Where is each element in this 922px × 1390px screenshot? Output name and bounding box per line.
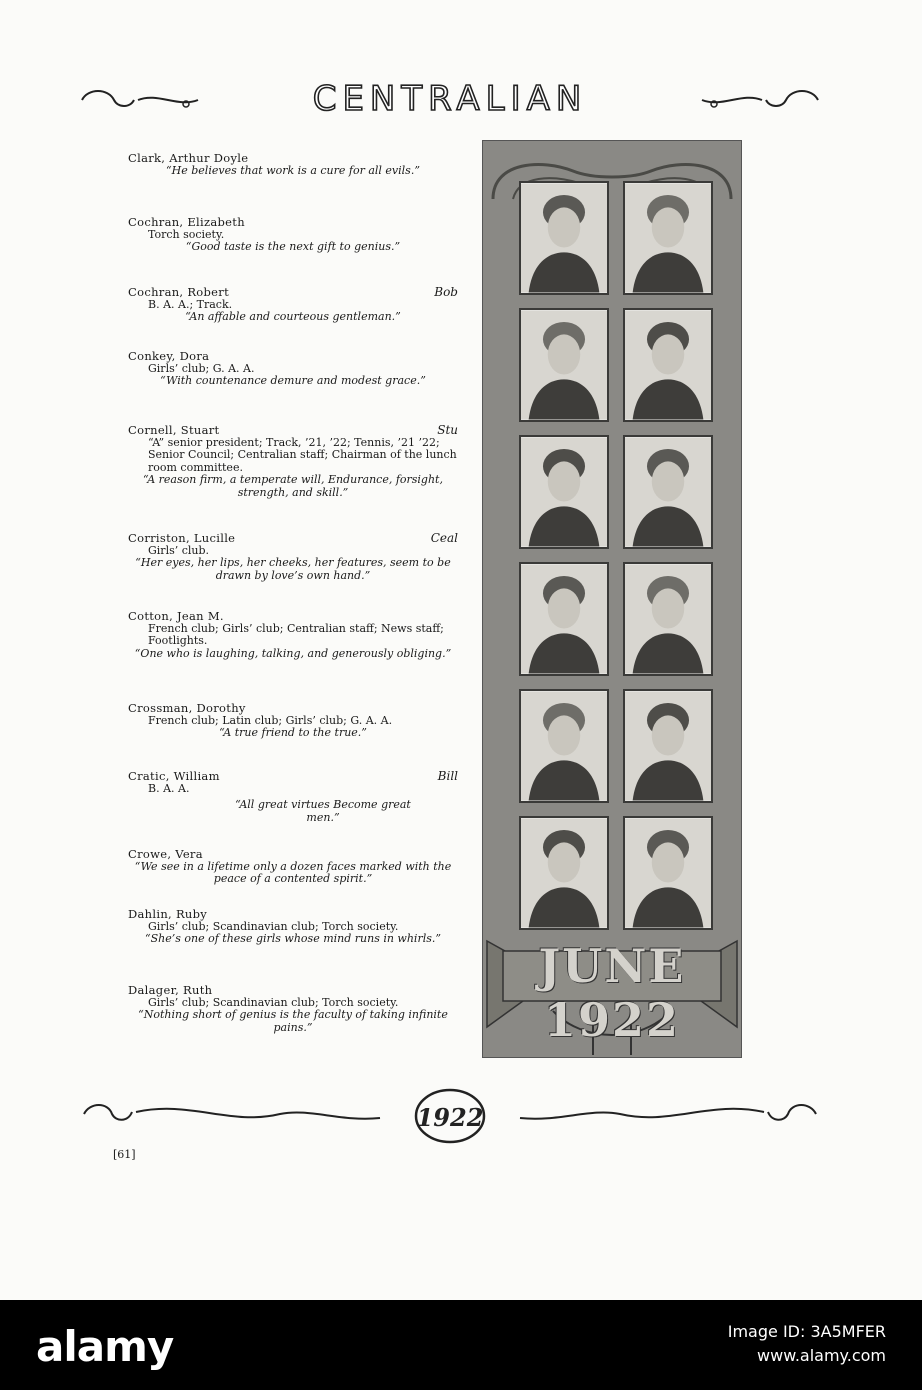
entry-quote: “Her eyes, her lips, her cheeks, her features, seem to be drawn by love’s own hand.” bbox=[135, 556, 451, 582]
entry-clubs: Girls’ club; Scandinavian club; Torch society. bbox=[148, 919, 399, 933]
entry-crowe bbox=[128, 848, 458, 908]
portrait-photo bbox=[623, 181, 713, 295]
entry-quote: “One who is laughing, talking, and generously obliging.” bbox=[134, 646, 452, 660]
page-number: [61] bbox=[113, 1148, 136, 1161]
footer-ornament bbox=[80, 1088, 820, 1148]
entry-quote: “A true friend to the true.” bbox=[219, 726, 367, 739]
entry-name: Cochran, Robert bbox=[128, 285, 230, 299]
portrait-photo bbox=[519, 181, 609, 295]
entry-quote: “An affable and courteous gentleman.” bbox=[185, 310, 401, 323]
entry-corriston bbox=[128, 532, 458, 610]
header-title: CENTRALIAN bbox=[312, 79, 588, 119]
watermark-bar bbox=[0, 1300, 922, 1390]
entry-conkey bbox=[128, 350, 458, 424]
entry-cochran-robert bbox=[128, 286, 458, 350]
portrait-panel bbox=[482, 140, 742, 1058]
entry-name: Cochran, Elizabeth bbox=[128, 215, 245, 229]
entry-name: Cratic, William bbox=[128, 769, 220, 783]
site-url: www.alamy.com bbox=[757, 1346, 886, 1365]
portrait-photo bbox=[519, 435, 609, 549]
entry-name: Clark, Arthur Doyle bbox=[128, 151, 249, 165]
entry-quote: “Good taste is the next gift to genius.” bbox=[185, 240, 401, 253]
entry-dalager bbox=[128, 984, 458, 1048]
header-ornament bbox=[78, 78, 822, 120]
entry-dahlin bbox=[128, 908, 458, 984]
entry-name: Cornell, Stuart bbox=[128, 423, 220, 437]
portrait-photo bbox=[623, 689, 713, 803]
entry-quote: “She’s one of these girls whose mind runs in whirls.” bbox=[144, 932, 441, 945]
entry-name: Cotton, Jean M. bbox=[128, 609, 224, 623]
entry-clubs: B. A. A. bbox=[148, 781, 190, 795]
entry-name: Conkey, Dora bbox=[128, 349, 210, 363]
entry-clubs: French club; Latin club; Girls’ club; G. A. A. bbox=[148, 713, 393, 727]
entry-quote: “A reason firm, a temperate will, Endurance, forsight, strength, and skill.” bbox=[143, 473, 443, 499]
entry-quote: “With countenance demure and modest grace.” bbox=[160, 374, 426, 387]
entry-nickname: Bill bbox=[437, 769, 458, 783]
entry-quote: “We see in a lifetime only a dozen faces marked with the peace of a contented spirit.” bbox=[134, 859, 452, 885]
entry-name: Dahlin, Ruby bbox=[128, 907, 208, 921]
entry-clubs: B. A. A.; Track. bbox=[148, 297, 233, 311]
entry-nickname: Stu bbox=[437, 423, 458, 437]
portrait-photo bbox=[519, 308, 609, 422]
portrait-photo bbox=[519, 562, 609, 676]
entry-clubs: French club; Girls’ club; Centralian staff; News staff; Footlights. bbox=[148, 621, 444, 647]
entry-cotton bbox=[128, 610, 458, 702]
entry-cratic bbox=[128, 770, 458, 848]
entry-cornell bbox=[128, 424, 458, 532]
portrait-photo bbox=[519, 689, 609, 803]
entry-nickname: Bob bbox=[434, 285, 458, 299]
entry-quote: “All great virtues Become great men.” bbox=[235, 798, 411, 824]
entry-clubs: “A” senior president; Track, ’21, ’22; Tennis, ’21 ’22; Senior Council; Centralian staff; Chairman of the lunch room committee. bbox=[148, 435, 457, 474]
senior-entries bbox=[128, 152, 458, 1048]
entry-name: Corriston, Lucille bbox=[128, 531, 236, 545]
image-id bbox=[728, 1320, 886, 1368]
page-header bbox=[78, 78, 822, 120]
banner-text: JUNE 1922 bbox=[538, 939, 686, 1047]
page-footer bbox=[80, 1088, 820, 1148]
entry-nickname: Ceal bbox=[430, 531, 458, 545]
entry-cochran-elizabeth bbox=[128, 216, 458, 286]
portrait-photo bbox=[623, 308, 713, 422]
entry-quote: “He believes that work is a cure for all evils.” bbox=[166, 163, 420, 177]
portrait-photo bbox=[623, 562, 713, 676]
alamy-logo: alamy bbox=[36, 1322, 174, 1371]
portrait-photo bbox=[623, 435, 713, 549]
entry-clubs: Girls’ club; G. A. A. bbox=[148, 361, 255, 375]
entry-quote: “Nothing short of genius is the faculty of taking infinite pains.” bbox=[138, 1008, 448, 1034]
entry-crossman bbox=[128, 702, 458, 770]
footer-emblem: 1922 bbox=[416, 1103, 484, 1132]
image-id-line: Image ID: 3A5MFER bbox=[727, 1322, 886, 1341]
portrait-photo bbox=[519, 816, 609, 930]
entry-clubs: Girls’ club. bbox=[148, 543, 210, 557]
entry-clubs: Torch society. bbox=[148, 227, 225, 241]
entry-clubs: Girls’ club; Scandinavian club; Torch society. bbox=[148, 995, 399, 1009]
entry-name: Crossman, Dorothy bbox=[128, 701, 246, 715]
entry-name: Dalager, Ruth bbox=[128, 983, 213, 997]
entry-name: Crowe, Vera bbox=[128, 847, 203, 861]
portrait-photo bbox=[623, 816, 713, 930]
entry-clark bbox=[128, 152, 458, 216]
